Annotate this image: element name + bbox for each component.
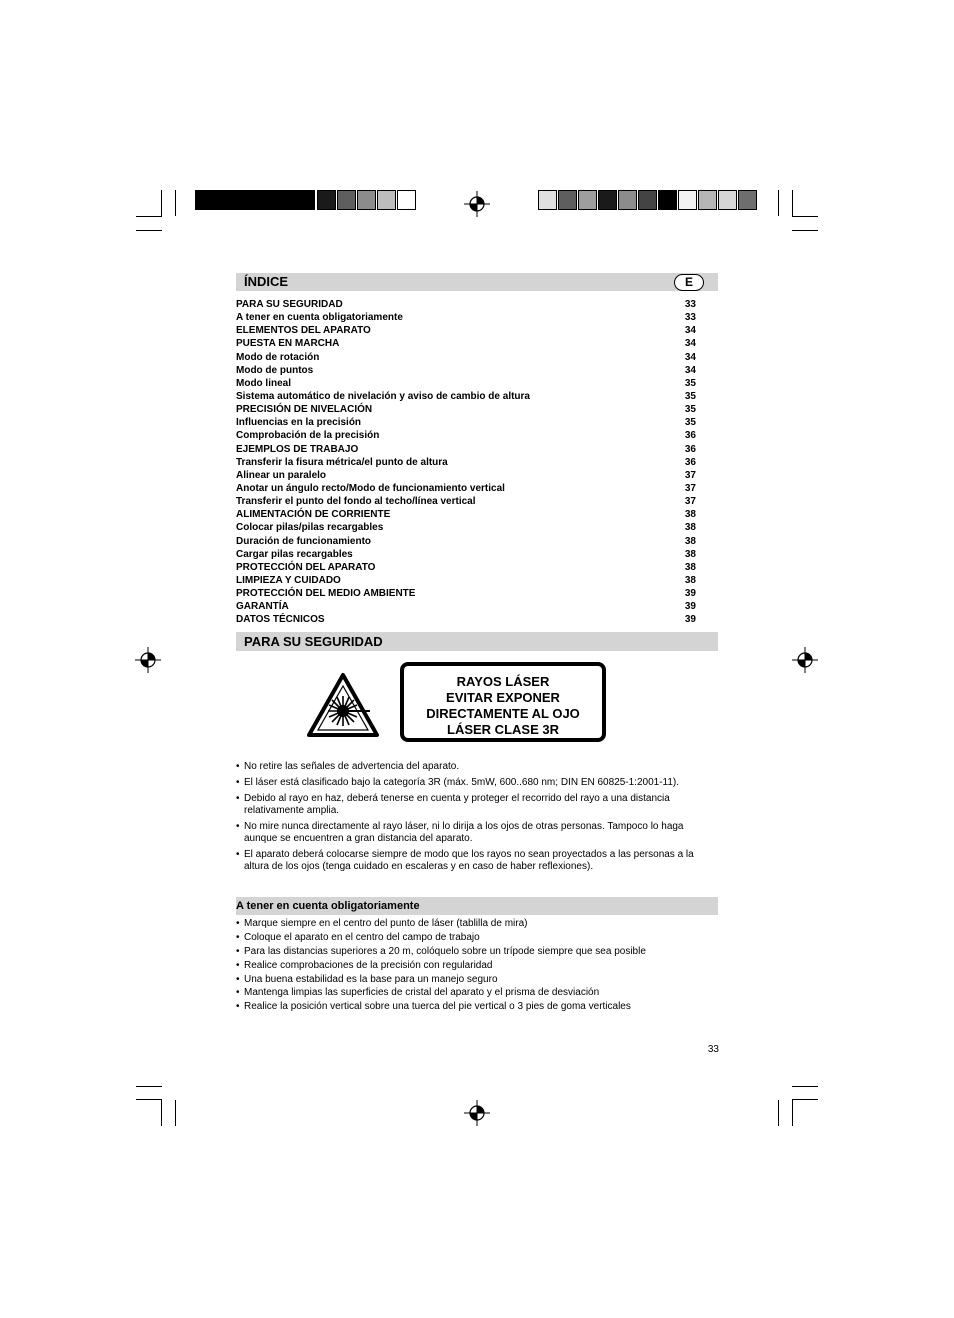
color-swatch [538, 190, 557, 210]
toc-entry-label: Duración de funcionamiento [236, 535, 372, 547]
toc-entry-label: Alinear un paralelo [236, 469, 327, 481]
toc-entry [236, 377, 696, 390]
toc-entry-label: EJEMPLOS DE TRABAJO [236, 443, 359, 455]
toc-entry-label: Colocar pilas/pilas recargables [236, 522, 384, 534]
list-item: • No retire las señales de advertencia del aparato. [236, 761, 718, 773]
list-item: • Una buena estabilidad es la base para un manejo seguro [236, 974, 718, 986]
list-item: • Coloque el aparato en el centro del campo de trabajo [236, 932, 718, 944]
warning-line: DIRECTAMENTE AL OJO [426, 706, 580, 721]
toc-entry-label: DATOS TÉCNICOS [236, 614, 325, 626]
laser-warning-icon [306, 672, 380, 738]
toc-entry-page: 38 [684, 548, 696, 560]
toc-header [236, 273, 718, 291]
attention-title: A tener en cuenta obligatoriamente [236, 900, 420, 912]
list-item: • Para las distancias superiores a 20 m, colóquelo sobre un trípode siempre que sea posible [236, 946, 718, 958]
toc-entry-label: GARANTÍA [236, 601, 289, 613]
toc-entry-page: 36 [684, 456, 696, 468]
color-swatch [397, 190, 416, 210]
registration-mark-icon [135, 647, 161, 673]
toc-entry-page: 38 [684, 509, 696, 521]
toc-entry-page: 34 [684, 325, 696, 337]
color-bar-black [195, 190, 315, 210]
toc-entry-label: Modo de puntos [236, 364, 314, 376]
toc-entry [236, 324, 696, 337]
safety-title: PARA SU SEGURIDAD [244, 634, 383, 649]
toc-entry [236, 311, 696, 324]
toc-entry [236, 613, 696, 626]
toc-entry-page: 38 [684, 574, 696, 586]
toc-entry-label: Anotar un ángulo recto/Modo de funcionamiento vertical [236, 482, 505, 494]
list-item: • Realice la posición vertical sobre una tuerca del pie vertical o 3 pies de goma verticales [236, 1001, 718, 1013]
toc-entry [236, 456, 696, 469]
toc-entry [236, 351, 696, 364]
color-swatch [738, 190, 757, 210]
toc-title: ÍNDICE [244, 274, 289, 289]
toc-entry-page: 39 [684, 614, 696, 626]
list-item: • Realice comprobaciones de la precisión con regularidad [236, 960, 718, 972]
toc-entry-label: Influencias en la precisión [236, 417, 362, 429]
toc-entry-page: 34 [684, 338, 696, 350]
toc-entry-label: PROTECCIÓN DEL APARATO [236, 561, 376, 573]
toc-entry-label: Sistema automático de nivelación y aviso de cambio de altura [236, 390, 530, 402]
toc-entry-page: 39 [684, 601, 696, 613]
toc-entry-label: Transferir el punto del fondo al techo/línea vertical [236, 496, 476, 508]
toc-entry-page: 36 [684, 430, 696, 442]
toc-entry-page: 37 [684, 482, 696, 494]
color-swatch [718, 190, 737, 210]
toc-list [236, 298, 696, 627]
toc-entry [236, 416, 696, 429]
toc-entry-page: 37 [684, 469, 696, 481]
laser-warning-label [400, 662, 606, 742]
toc-entry [236, 390, 696, 403]
color-swatch [377, 190, 396, 210]
color-swatch [578, 190, 597, 210]
color-swatch [558, 190, 577, 210]
toc-entry-label: Comprobación de la precisión [236, 430, 380, 442]
toc-entry-label: A tener en cuenta obligatoriamente [236, 312, 403, 324]
color-swatch [337, 190, 356, 210]
toc-entry-label: ALIMENTACIÓN DE CORRIENTE [236, 509, 391, 521]
warning-line: RAYOS LÁSER [456, 674, 550, 689]
registration-mark-icon [464, 1100, 490, 1126]
toc-entry-label: Transferir la fisura métrica/el punto de altura [236, 456, 448, 468]
list-item: • Mantenga limpias las superficies de cristal del aparato y el prisma de desviación [236, 987, 718, 999]
color-swatch [698, 190, 717, 210]
attention-header [236, 897, 718, 915]
toc-entry-page: 37 [684, 496, 696, 508]
list-item: • El láser está clasificado bajo la categoría 3R (máx. 5mW, 600..680 nm; DIN EN 60825-1:2001-11). [236, 777, 718, 789]
color-swatch [678, 190, 697, 210]
toc-entry-label: PUESTA EN MARCHA [236, 338, 340, 350]
toc-entry [236, 587, 696, 600]
toc-entry-label: PRECISIÓN DE NIVELACIÓN [236, 404, 373, 416]
toc-entry-page: 35 [684, 390, 696, 402]
warning-line: LÁSER CLASE 3R [447, 722, 559, 737]
toc-entry-page: 34 [684, 351, 696, 363]
registration-mark-icon [464, 191, 490, 217]
toc-entry-page: 35 [684, 377, 696, 389]
color-swatch [357, 190, 376, 210]
list-item: • Debido al rayo en haz, deberá tenerse en cuenta y proteger el recorrido del rayo a una distancia relativamente amplia. [236, 793, 718, 817]
toc-entry [236, 495, 696, 508]
toc-entry [236, 443, 696, 456]
toc-entry-page: 33 [684, 312, 696, 324]
toc-entry [236, 469, 696, 482]
warning-line: EVITAR EXPONER [446, 690, 560, 705]
safety-header [236, 632, 718, 651]
toc-entry-label: Modo lineal [236, 377, 291, 389]
toc-entry-label: PARA SU SEGURIDAD [236, 299, 343, 310]
toc-entry [236, 298, 696, 311]
toc-entry [236, 482, 696, 495]
toc-entry [236, 403, 696, 416]
toc-entry [236, 561, 696, 574]
toc-entry-page: 35 [684, 404, 696, 416]
toc-entry-page: 35 [684, 417, 696, 429]
list-item: • No mire nunca directamente al rayo láser, ni lo dirija a los ojos de otras personas. Tampoco lo haga aunque se encuentren a gran distancia del aparato. [236, 821, 718, 845]
toc-entry-label: ELEMENTOS DEL APARATO [236, 325, 371, 337]
color-swatch [638, 190, 657, 210]
toc-entry-label: PROTECCIÓN DEL MEDIO AMBIENTE [236, 588, 416, 600]
toc-entry [236, 521, 696, 534]
toc-entry [236, 337, 696, 350]
page-number: 33 [707, 1044, 719, 1055]
color-swatch [618, 190, 637, 210]
language-badge: E [674, 274, 704, 291]
toc-entry [236, 364, 696, 377]
toc-entry-label: LIMPIEZA Y CUIDADO [236, 574, 341, 586]
toc-entry-label: Cargar pilas recargables [236, 548, 353, 560]
toc-entry-page: 39 [684, 588, 696, 600]
toc-entry-page: 33 [684, 299, 696, 310]
list-item: • Marque siempre en el centro del punto de láser (tablilla de mira) [236, 918, 718, 930]
toc-entry [236, 574, 696, 587]
toc-entry [236, 548, 696, 561]
toc-entry-page: 36 [684, 443, 696, 455]
toc-entry-page: 38 [684, 522, 696, 534]
toc-entry-page: 34 [684, 364, 696, 376]
toc-entry [236, 429, 696, 442]
safety-bullet-list [236, 761, 718, 877]
list-item: • El aparato deberá colocarse siempre de modo que los rayos no sean proyectados a las personas a la altura de los ojos (tenga cuidado en escaleras y en caso de haber reflexiones). [236, 849, 718, 873]
toc-entry [236, 600, 696, 613]
toc-entry-label: Modo de rotación [236, 351, 320, 363]
registration-mark-icon [792, 647, 818, 673]
toc-entry-page: 38 [684, 535, 696, 547]
toc-entry-page: 38 [684, 561, 696, 573]
toc-entry [236, 508, 696, 521]
color-swatch [658, 190, 677, 210]
attention-bullet-list [236, 918, 718, 1015]
color-swatch [317, 190, 336, 210]
toc-entry [236, 535, 696, 548]
color-swatch [598, 190, 617, 210]
